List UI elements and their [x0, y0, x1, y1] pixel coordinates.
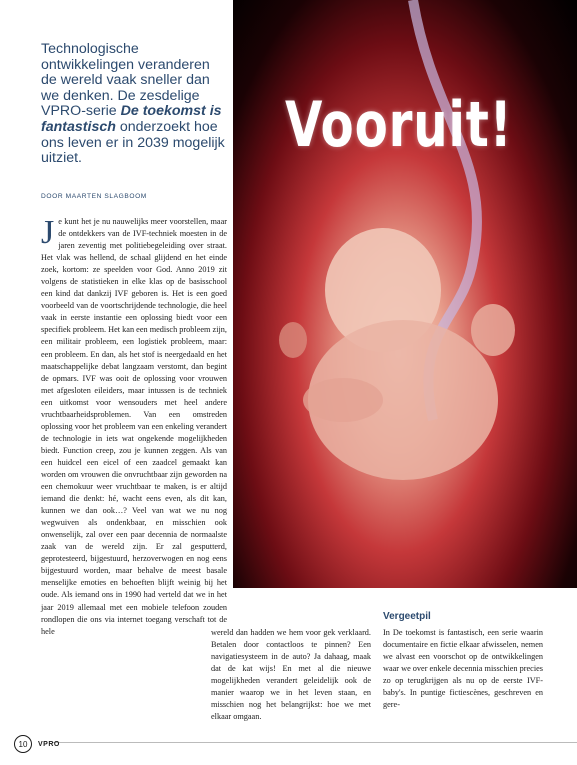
intro-line-1: Technologische ontwikkelingen veranderen de wereld vaak sneller dan we denken. De zesdelige VPRO-serie [41, 41, 210, 120]
body-column-2: wereld dan hadden we hem voor gek verklaard. Betalen door contactloos te pinnen? Een navigatiesysteem in de auto? Ja dahaag, maak dat de kat wijs! En met al die nieuwe mogelijkheden verandert geleidelijk ook de manier waarop we in het leven staan, en misschien nog het belangrijkst: hoe we met elkaar omgaan. [211, 628, 371, 722]
body-column-3: In De toekomst is fantastisch, een serie waarin documentaire en fictie elkaar afwisselen, nemen we alvast een voorschot op de ontwikkelingen waar we over enkele decennia misschien precies zo op terugkrijgen als nu op de eerste IVF-baby's. In puntige fictiescènes, geschreven en gere- [383, 628, 543, 710]
intro-line-2: onderzoekt hoe ons leven er in 2039 mogelijk uitziet. [41, 118, 225, 167]
intro-text [41, 42, 226, 167]
series-title: De toekomst is fantastisch [41, 103, 222, 135]
page-footer [14, 735, 60, 753]
subheading: Vergeetpil [383, 611, 431, 622]
footer-rule [52, 742, 577, 743]
page-number: 10 [14, 735, 32, 753]
dropcap: J [41, 214, 55, 251]
byline: DOOR MAARTEN SLAGBOOM [41, 193, 147, 200]
body-column-1 [41, 216, 227, 638]
body-text-1: e kunt het je nu nauwelijks meer voorstellen, maar de ontdekkers van de IVF-techniek moesten in de jaren zeventig met politiebegeleiding over straat. Het vlak was hellend, de schaal glijdend en het einde zoek, kortom: ze speelden voor God. Anno 2019 zit volgens de statistieken in elke klas op de basisschool een kind dat dankzij IVF geboren is. Het is een goed voorbeeld van de voortschrijdende technologie, die heel vaak in eerste instantie een oplossing biedt voor een specifiek probleem. Het kan een medisch probleem zijn, een militair probleem, een logistiek probleem, maar: een probleem. En dan, als het stof is neergedaald en het maatschappelijke debat langzaam verstomt, dan begint de opmars. IVF was ooit de oplossing voor vrouwen met afgesloten eileiders, maar intussen is de techniek een uitkomst voor wensouders met heel andere vruchtbaarheidsproblemen. Van een omstreden oplossing voor het probleem van een enkeling verandert de technologie in iets wat ongekende mogelijkheden biedt. Function creep, zou je kunnen zeggen. Als van een huidcel een eicel of een zaadcel gemaakt kan worden om vrouwen die onvruchtbaar zijn geworden na een chemokuur weer vruchtbaar te maken, is er altijd iemand die denkt: hé, wacht eens even, als dit kan, kunnen we dan ook…? Veel van wat we nu nog wegwuiven als ondenkbaar, en misschien ook onwenselijk, zal over een paar decennia de normaalste zaak van de wereld zijn. Er zal gesputterd, geprotesteerd, bijgestuurd, herzoverwogen en nog eens bijgestuurd worden, maar behalve de meest basale menselijke emoties en behoeften blijft weinig bij het oude. Als iemand ons in 1990 had verteld dat we in het jaar 2019 allemaal met een mobiele telefoon zouden rondlopen die ons via internet toegang verschaft tot de hele [41, 217, 227, 636]
headline: Vooruit! [285, 88, 513, 161]
publisher-logo: VPRO [38, 740, 60, 748]
hero-image [233, 0, 577, 588]
